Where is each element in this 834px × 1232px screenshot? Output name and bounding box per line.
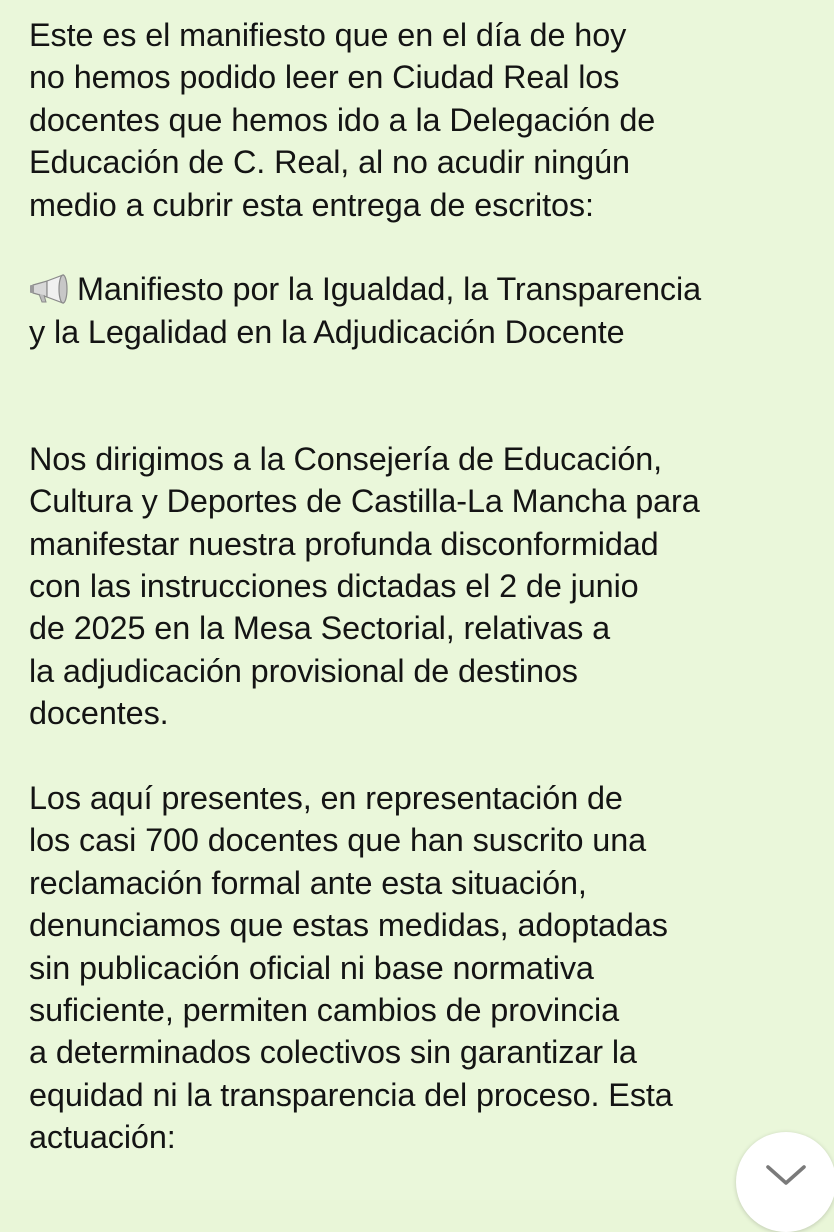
message-text-line: equidad ni la transparencia del proceso. Esta	[29, 1076, 673, 1113]
message-text-line: Educación de C. Real, al no acudir ningún	[29, 144, 630, 181]
message-text-line: no hemos podido leer en Ciudad Real los	[29, 59, 620, 96]
paragraph-spacer	[29, 226, 810, 268]
manifesto-title-text: Manifiesto por la Igualdad, la Transparencia	[77, 271, 701, 308]
chevron-down-icon	[764, 1158, 808, 1188]
message-paragraph-1	[29, 438, 810, 735]
message-text-line: suficiente, permiten cambios de provincia	[29, 992, 620, 1028]
message-text-line: docentes que hemos ido a la Delegación de	[29, 101, 656, 138]
message-text-line: a determinados colectivos sin garantizar la	[29, 1034, 637, 1071]
message-text-line: de 2025 en la Mesa Sectorial, relativas a	[29, 610, 611, 647]
message-text-line: manifestar nuestra profunda disconformidad	[29, 525, 659, 562]
message-text-line: Este es el manifiesto que en el día de hoy	[29, 17, 627, 53]
paragraph-spacer	[29, 353, 810, 438]
scroll-to-bottom-button[interactable]	[736, 1132, 834, 1232]
message-paragraph-2	[29, 777, 810, 1159]
message-text-line: la adjudicación provisional de destinos	[29, 652, 578, 689]
manifesto-title	[29, 268, 810, 353]
message-text-line: actuación:	[29, 1119, 176, 1156]
manifesto-title-line-2: y la Legalidad en la Adjudicación Docente	[29, 313, 625, 350]
megaphone-icon	[29, 273, 71, 305]
paragraph-spacer	[29, 735, 810, 777]
message-text-line: docentes.	[29, 695, 169, 732]
message-text-line: denunciamos que estas medidas, adoptadas	[29, 907, 668, 944]
message-text-line: medio a cubrir esta entrega de escritos:	[29, 186, 594, 223]
message-text-line: Cultura y Deportes de Castilla-La Mancha para	[29, 483, 700, 520]
message-text-line: Nos dirigimos a la Consejería de Educación,	[29, 440, 663, 477]
message-text-line: con las instrucciones dictadas el 2 de junio	[29, 568, 639, 605]
message-text-line: Los aquí presentes, en representación de	[29, 780, 623, 817]
message-text-line: reclamación formal ante esta situación,	[29, 864, 587, 901]
message-text-line: sin publicación oficial ni base normativa	[29, 949, 594, 986]
manifesto-title-line-1	[29, 268, 810, 310]
message-text-line: los casi 700 docentes que han suscrito una	[29, 822, 647, 859]
message-intro	[29, 14, 810, 226]
